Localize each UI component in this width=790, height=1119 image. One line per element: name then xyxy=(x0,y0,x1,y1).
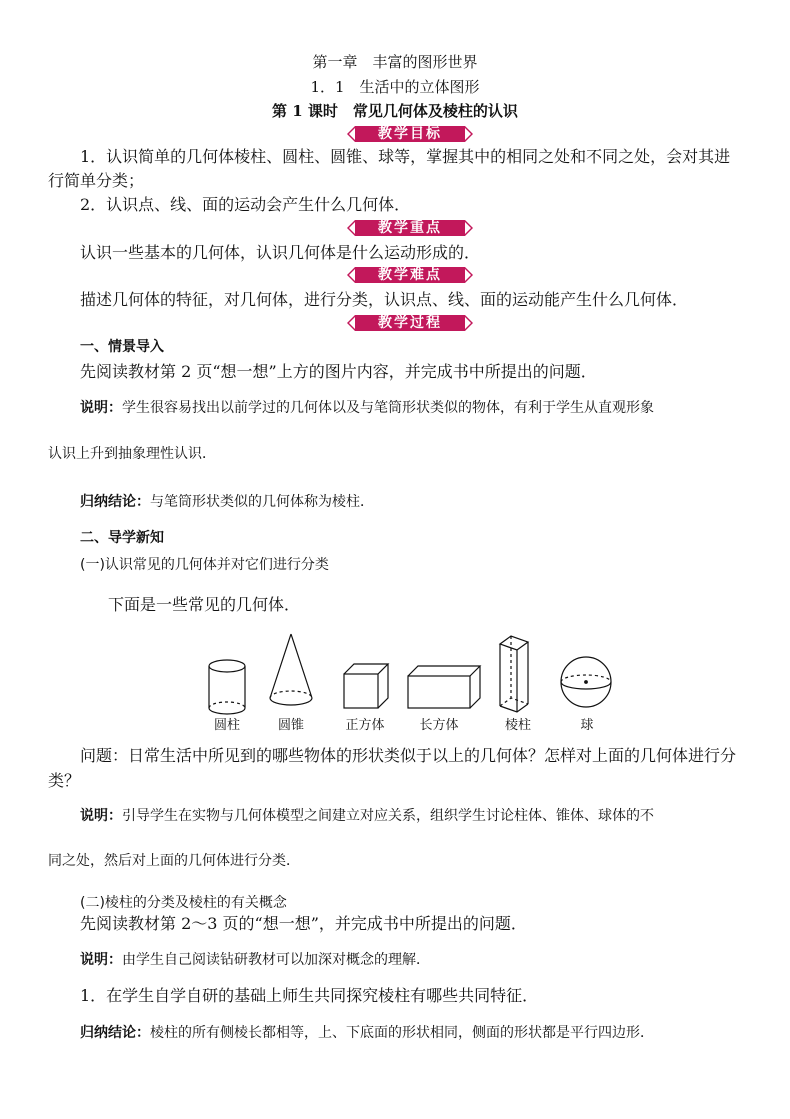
part2-sub2-text: 先阅读教材第 2～3 页的“想一想”，并完成书中所提出的问题． xyxy=(80,914,527,933)
goal-item-1-line-1: 1．认识简单的几何体棱柱、圆柱、圆锥、球等，掌握其中的相同之处和不同之处，会对其进 xyxy=(80,147,731,166)
part2-conclusion xyxy=(80,1023,654,1043)
difficulty-text: 描述几何体的特征，对几何体，进行分类，认识点、线、面的运动能产生什么几何体． xyxy=(80,290,689,309)
part2-sub1-title: (一)认识常见的几何体并对它们进行分类 xyxy=(80,557,329,573)
cube-shape xyxy=(344,664,388,708)
chapter-title: 第一章 丰富的图形世界 xyxy=(312,53,478,71)
cone-shape xyxy=(270,634,312,705)
part2-note-line-2: 同之处，然后对上面的几何体进行分类． xyxy=(48,853,300,869)
part2-heading: 二、导学新知 xyxy=(80,530,164,546)
part2-note-line-1 xyxy=(80,806,654,826)
part1-heading: 一、情景导入 xyxy=(80,339,164,355)
shape-label-cylinder: 圆柱 xyxy=(213,718,240,733)
goal-item-2: 2．认识点、线、面的运动会产生什么几何体． xyxy=(80,195,411,214)
conclusion-label: 归纳结论： xyxy=(80,494,150,510)
shape-label-cube: 正方体 xyxy=(345,718,385,733)
sphere-shape xyxy=(561,657,611,707)
part2-item-1: 1．在学生自学自研的基础上师生共同探究棱柱有哪些共同特征． xyxy=(80,986,539,1005)
note-label: 说明： xyxy=(80,952,122,968)
note-label: 说明： xyxy=(80,808,122,824)
banner-label: 教学目标 xyxy=(378,126,442,142)
prism-shape xyxy=(500,636,528,712)
banner-teaching-key xyxy=(0,218,790,238)
part2-sub1-text: 下面是一些常见的几何体． xyxy=(108,595,301,614)
banner-teaching-goals xyxy=(0,124,790,144)
part2-note2 xyxy=(80,950,430,970)
section-title: 1．1 生活中的立体图形 xyxy=(310,78,480,96)
cylinder-shape xyxy=(209,660,245,714)
note-text: 引导学生在实物与几何体模型之间建立对应关系，组织学生讨论柱体、锥体、球体的不 xyxy=(122,808,654,824)
note-label: 说明： xyxy=(80,400,122,416)
conclusion-text: 棱柱的所有侧棱长都相等，上、下底面的形状相同，侧面的形状都是平行四边形． xyxy=(150,1025,654,1041)
part1-text: 先阅读教材第 2 页“想一想”上方的图片内容，并完成书中所提出的问题． xyxy=(80,362,597,381)
conclusion-label: 归纳结论： xyxy=(80,1025,150,1041)
part2-question-line-1: 问题：日常生活中所见到的哪些物体的形状类似于以上的几何体？怎样对上面的几何体进行分 xyxy=(80,746,737,765)
lesson-title: 第 1 课时 常见几何体及棱柱的认识 xyxy=(272,102,518,120)
banner-label: 教学重点 xyxy=(378,220,442,236)
part1-note-line-2: 认识上升到抽象理性认识． xyxy=(48,446,216,462)
shape-label-prism: 棱柱 xyxy=(504,718,531,733)
cuboid-shape xyxy=(408,666,480,708)
part2-sub2-title: (二)棱柱的分类及棱柱的有关概念 xyxy=(80,895,287,911)
note-text: 学生很容易找出以前学过的几何体以及与笔筒形状类似的物体，有利于学生从直观形象 xyxy=(122,400,654,416)
conclusion-text: 与笔筒形状类似的几何体称为棱柱． xyxy=(150,494,374,510)
shape-label-cuboid: 长方体 xyxy=(419,718,459,733)
geometric-solids-figure xyxy=(200,632,620,717)
key-text: 认识一些基本的几何体，认识几何体是什么运动形成的． xyxy=(80,243,481,262)
goal-item-1-line-2: 行简单分类； xyxy=(48,171,145,190)
note-text: 由学生自己阅读钻研教材可以加深对概念的理解． xyxy=(122,952,430,968)
banner-teaching-process xyxy=(0,313,790,333)
banner-label: 教学过程 xyxy=(378,315,442,331)
shape-label-cone: 圆锥 xyxy=(277,718,304,733)
part1-note-line-1 xyxy=(80,398,654,418)
shape-label-sphere: 球 xyxy=(580,718,594,733)
part2-question-line-2: 类？ xyxy=(48,771,81,790)
banner-label: 教学难点 xyxy=(378,267,442,283)
part1-conclusion xyxy=(80,492,374,512)
banner-teaching-difficulty xyxy=(0,265,790,285)
